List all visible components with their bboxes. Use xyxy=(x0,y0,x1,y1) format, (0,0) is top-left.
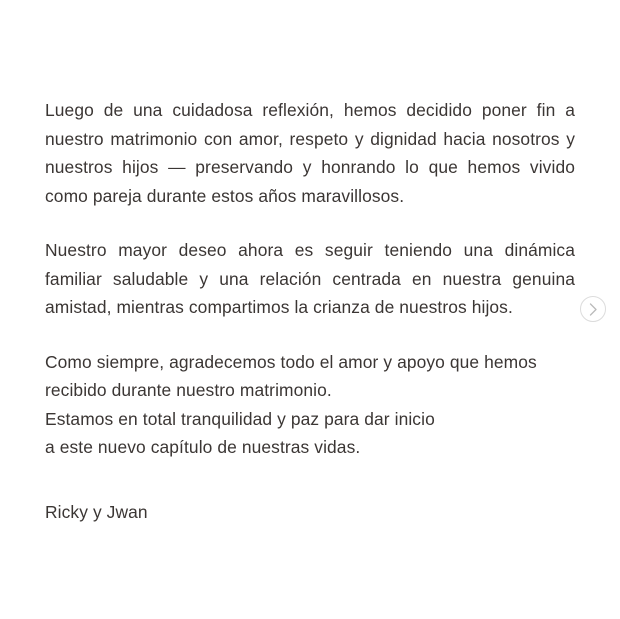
chevron-right-icon xyxy=(589,303,598,316)
statement-paragraph-3: Como siempre, agradecemos todo el amor y apoyo que hemos recibido durante nuestro matrimonio. Estamos en total tranquilidad y paz para dar inicio a este nuevo capítulo de nuestras vidas. xyxy=(45,351,537,457)
statement-signature: Ricky y Jwan xyxy=(45,502,148,522)
statement-paragraph-2: Nuestro mayor deseo ahora es seguir teniendo una dinámica familiar saludable y una relación centrada en nuestra genuina amistad, mientras compartimos la crianza de nuestros hijos. xyxy=(45,240,575,317)
statement-body xyxy=(45,96,575,462)
statement-paragraph-1: Luego de una cuidadosa reflexión, hemos decidido poner fin a nuestro matrimonio con amor, respeto y dignidad hacia nosotros y nuestros hijos — preservando y honrando lo que hemos vivido como pareja durante estos años maravillosos. xyxy=(45,100,575,206)
next-slide-button[interactable] xyxy=(580,296,606,322)
